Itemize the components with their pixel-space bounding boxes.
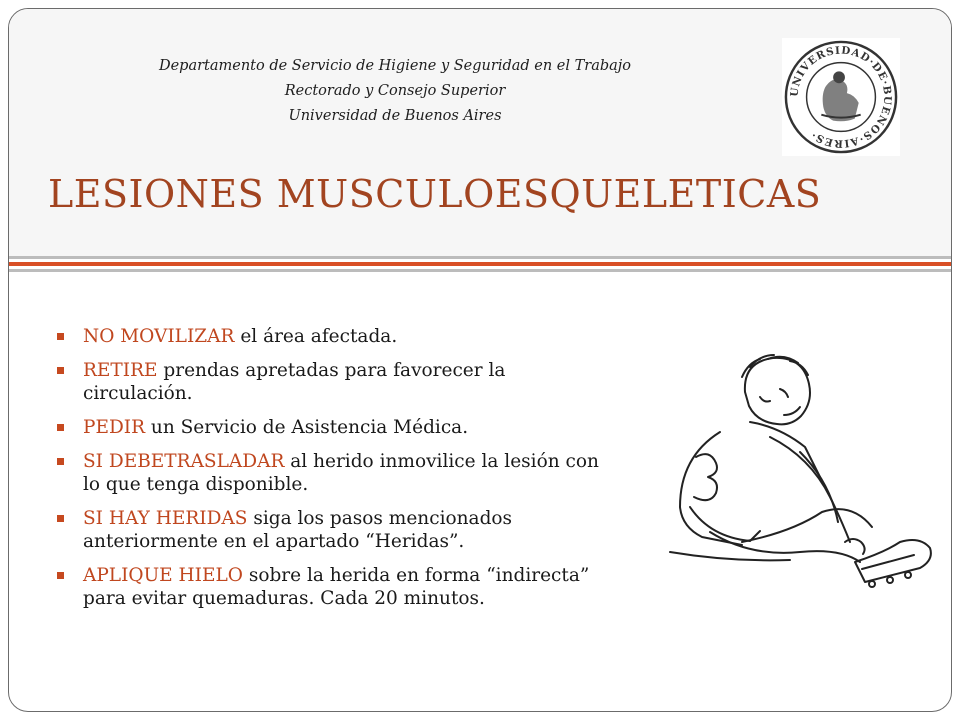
bullet-text: el área afectada. [234, 326, 398, 347]
bullet-keyword: SI HAY HERIDAS [83, 508, 248, 529]
bullet-marker-icon [57, 572, 64, 579]
bullet-item [57, 564, 617, 610]
injured-player-illustration [650, 337, 940, 597]
header-department: Departamento de Servicio de Higiene y Seguridad en el Trabajo [158, 58, 632, 74]
seal-text: UNIVERSIDAD·DE·BUENOS·AIRES· [788, 44, 894, 150]
header-rectorado: Rectorado y Consejo Superior [284, 83, 506, 99]
bullet-text: prendas apretadas para favorecer la circulación. [83, 360, 506, 404]
bullet-item [57, 359, 617, 405]
bullet-marker-icon [57, 333, 64, 340]
bullet-keyword: PEDIR [83, 417, 146, 438]
bullet-keyword: RETIRE [83, 360, 158, 381]
bullet-text: un Servicio de Asistencia Médica. [145, 417, 469, 438]
bullet-keyword: APLIQUE HIELO [83, 565, 243, 586]
bullet-keyword: SI DEBETRASLADAR [83, 451, 285, 472]
divider-line-top [9, 256, 951, 259]
bullet-marker-icon [57, 367, 64, 374]
page-title: LESIONES MUSCULOESQUELETICAS [48, 172, 822, 216]
university-seal-icon [782, 38, 900, 156]
bullet-item [57, 507, 617, 553]
bullet-marker-icon [57, 424, 64, 431]
divider-line-accent [9, 262, 951, 266]
bullet-text: al herido inmovilice la lesión con lo que tenga disponible. [83, 451, 599, 495]
bullet-item [57, 450, 617, 496]
bullet-item [57, 416, 617, 439]
header-university: Universidad de Buenos Aires [288, 108, 502, 124]
bullet-keyword: NO MOVILIZAR [83, 326, 235, 347]
divider-line-bottom [9, 269, 951, 272]
bullet-text: sobre la herida en forma “indirecta” para evitar quemaduras. Cada 20 minutos. [83, 565, 590, 609]
bullet-text: siga los pasos mencionados anteriormente en el apartado “Heridas”. [83, 508, 513, 552]
bullet-list [57, 325, 617, 621]
bullet-marker-icon [57, 458, 64, 465]
header-divider [9, 256, 951, 275]
bullet-item [57, 325, 617, 348]
bullet-marker-icon [57, 515, 64, 522]
